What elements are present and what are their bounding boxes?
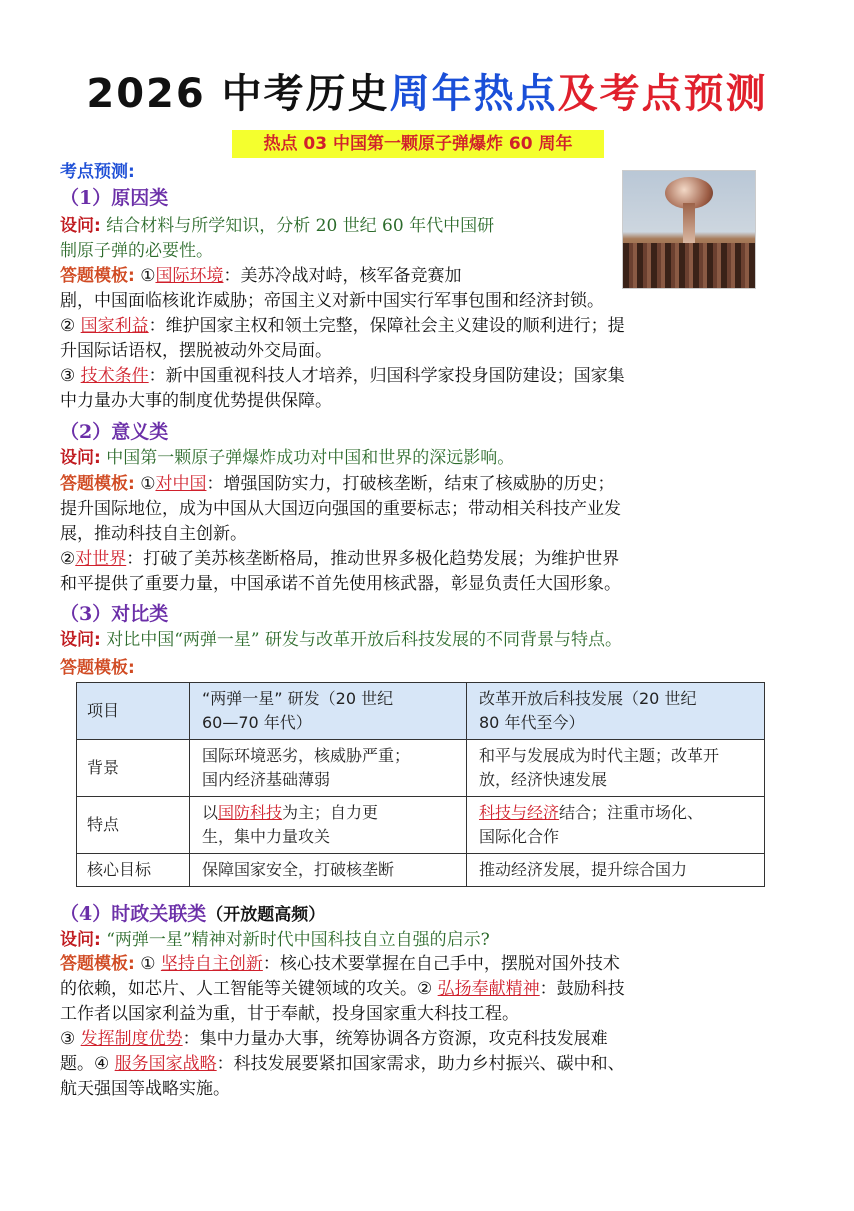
- key-national-defense-tech: 国防科技: [218, 803, 283, 822]
- title-part-3: 及考点预测: [557, 71, 768, 117]
- table-row: [77, 740, 765, 797]
- key-technical-conditions: 技术条件: [80, 366, 149, 386]
- row-label: 核心目标: [77, 854, 190, 887]
- cell-text: 以: [202, 803, 219, 822]
- question-label: 设问:: [60, 216, 101, 236]
- section-4-heading: [60, 902, 800, 928]
- key-for-china: 对中国: [155, 474, 207, 494]
- question-text: 对比中国“两弹一星” 研发与改革开放后科技发展的不同背景与特点。: [106, 630, 623, 650]
- table-row: [77, 854, 765, 887]
- question-text: 结合材料与所学知识，分析 20 世纪 60 年代中国研: [106, 216, 495, 236]
- answer-label: 答题模板:: [60, 954, 135, 974]
- table-cell: [190, 740, 467, 797]
- answer-text: ：集中力量办大事，统筹协调各方资源，攻克科技发展难: [182, 1029, 608, 1049]
- table-cell: [190, 797, 467, 854]
- answer-text: ：维护国家主权和领土完整，保障社会主义建设的顺利进行；提: [148, 316, 625, 336]
- answer-num-1: ①: [140, 266, 156, 286]
- table-cell: 保障国家安全，打破核垄断: [190, 854, 467, 887]
- answer-text: 题。④: [60, 1054, 110, 1074]
- key-institutional-advantage: 发挥制度优势: [80, 1029, 183, 1049]
- question-text: 中国第一颗原子弹爆炸成功对中国和世界的深远影响。: [106, 448, 515, 468]
- cell-text: 国际化合作: [479, 827, 560, 846]
- header-text: “两弹一星” 研发（20 世纪: [202, 689, 394, 708]
- comparison-table: [76, 682, 765, 887]
- answer-text: 中力量办大事的制度优势提供保障。: [60, 391, 332, 411]
- question-label: 设问:: [60, 630, 101, 650]
- section-3-question: [60, 628, 800, 653]
- section-2-answer: [60, 472, 800, 597]
- key-international-environment: 国际环境: [155, 266, 224, 286]
- answer-label: 答题模板:: [60, 474, 135, 494]
- answer-text: 的依赖，如芯片、人工智能等关键领域的攻关。②: [60, 979, 433, 999]
- key-dedication-spirit: 弘扬奉献精神: [437, 979, 540, 999]
- cell-text: 放，经济快速发展: [479, 770, 608, 789]
- table-cell: [467, 797, 765, 854]
- answer-num-2: ②: [60, 316, 76, 336]
- key-independent-innovation: 坚持自主创新: [160, 954, 263, 974]
- row-label: 特点: [77, 797, 190, 854]
- title-part-2: 周年热点: [389, 71, 558, 117]
- answer-text: ：美苏冷战对峙，核军备竞赛加: [223, 266, 462, 286]
- table-row: [77, 797, 765, 854]
- table-header-cell: 项目: [77, 683, 190, 740]
- answer-text: 提升国际地位，成为中国从大国迈向强国的重要标志；带动相关科技产业发: [60, 499, 621, 519]
- title-part-1: 2026 中考历史: [86, 71, 390, 117]
- key-national-interest: 国家利益: [80, 316, 149, 336]
- answer-text: 和平提供了重要力量，中国承诺不首先使用核武器，彰显负责任大国形象。: [60, 574, 621, 594]
- answer-text: ：科技发展要紧扣国家需求，助力乡村振兴、碳中和、: [216, 1054, 625, 1074]
- table-header-row: [77, 683, 765, 740]
- section-1-heading: （1）原因类: [60, 187, 169, 209]
- header-text: 60—70 年代）: [202, 713, 312, 732]
- key-for-world: 对世界: [75, 549, 127, 569]
- cell-text: 结合；注重市场化、: [559, 803, 704, 822]
- page-title: [0, 62, 854, 119]
- section-3-heading: （3）对比类: [60, 603, 169, 625]
- answer-text: ：增强国防实力，打破核垄断，结束了核威胁的历史；: [206, 474, 615, 494]
- table-cell: [467, 740, 765, 797]
- header-text: 80 年代至今）: [479, 713, 585, 732]
- answer-text: 升国际话语权，摆脱被动外交局面。: [60, 341, 332, 361]
- hotspot-subtitle: 热点 03 中国第一颗原子弹爆炸 60 周年: [232, 130, 604, 158]
- section-4-question: [60, 928, 800, 953]
- cell-text: 国际环境恶劣，核威胁严重；: [202, 746, 411, 765]
- section-4-note: （开放题高频）: [206, 905, 326, 925]
- answer-text: ：新中国重视科技人才培养，归国科学家投身国防建设；国家集: [148, 366, 625, 386]
- section-1-answer: [60, 264, 800, 414]
- section-4-title: （4）时政关联类: [60, 903, 207, 925]
- question-text-cont: 制原子弹的必要性。: [60, 241, 213, 261]
- cell-text: 生，集中力量攻关: [202, 827, 331, 846]
- answer-label: 答题模板:: [60, 266, 135, 286]
- key-national-strategy: 服务国家战略: [114, 1054, 217, 1074]
- cell-text: 国内经济基础薄弱: [202, 770, 331, 789]
- answer-text: 剧，中国面临核讹诈威胁；帝国主义对新中国实行军事包围和经济封锁。: [60, 291, 604, 311]
- answer-num-3: ③: [60, 1029, 76, 1049]
- answer-num-2: ②: [60, 549, 76, 569]
- key-tech-and-economy: 科技与经济: [479, 803, 560, 822]
- section-4-answer: [60, 952, 800, 1102]
- cell-text: 为主；自力更: [282, 803, 379, 822]
- answer-text: ：核心技术要掌握在自己手中，摆脱对国外技术: [262, 954, 620, 974]
- cell-text: 和平与发展成为时代主题；改革开: [479, 746, 720, 765]
- table-header-cell: [467, 683, 765, 740]
- predict-heading: 考点预测:: [60, 162, 135, 182]
- section-2-question: [60, 446, 800, 471]
- answer-num-1: ①: [140, 954, 156, 974]
- question-label: 设问:: [60, 930, 101, 950]
- header-text: 改革开放后科技发展（20 世纪: [479, 689, 697, 708]
- answer-text: ：打破了美苏核垄断格局，推动世界多极化趋势发展；为维护世界: [126, 549, 620, 569]
- table-cell: 推动经济发展，提升综合国力: [467, 854, 765, 887]
- answer-text: 航天强国等战略实施。: [60, 1079, 230, 1099]
- question-text: “两弹一星”精神对新时代中国科技自立自强的启示?: [106, 930, 490, 950]
- question-label: 设问:: [60, 448, 101, 468]
- section-1-question: [60, 214, 800, 264]
- answer-text: 工作者以国家利益为重，甘于奉献，投身国家重大科技工程。: [60, 1004, 519, 1024]
- row-label: 背景: [77, 740, 190, 797]
- answer-text: ：鼓励科技: [539, 979, 625, 999]
- answer-num-1: ①: [140, 474, 156, 494]
- answer-text: 展，推动科技自主创新。: [60, 524, 247, 544]
- section-2-heading: （2）意义类: [60, 421, 169, 443]
- section-3-answer-label: 答题模板:: [60, 658, 135, 678]
- answer-num-3: ③: [60, 366, 76, 386]
- table-header-cell: [190, 683, 467, 740]
